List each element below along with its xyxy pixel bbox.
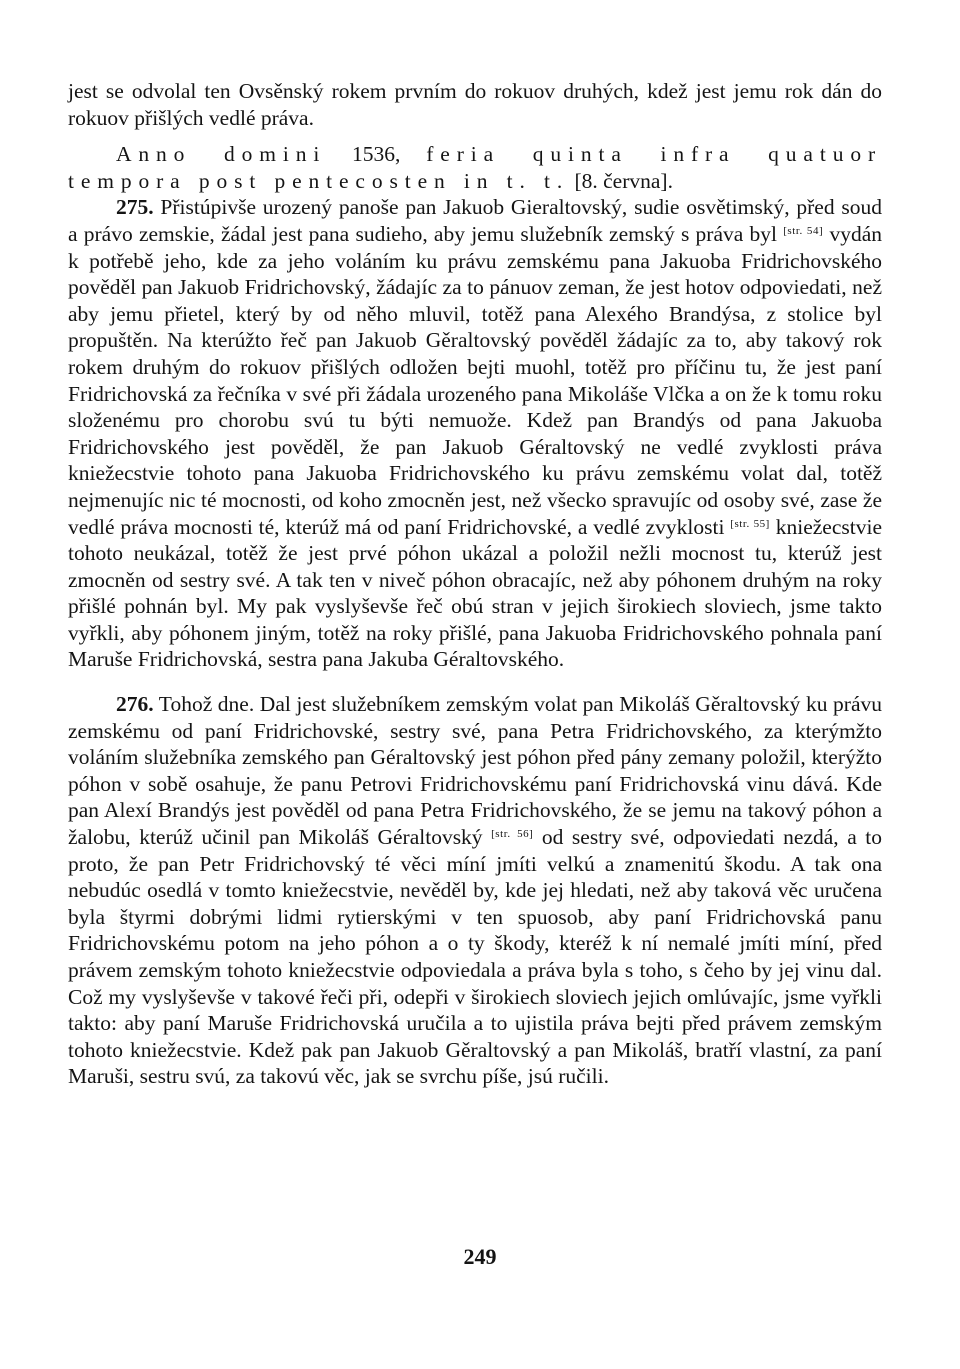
date-year: 1536, <box>326 142 427 167</box>
entry-275-text-2: vydán k potřebě jeho, kde za jeho voláním ku právu zemskému pana Jakuoba Fridrichovského pověděl pan Jakuob Fridrichovský, žádajíc za to pánuov zeman, že jest hotov odpoviedati, než aby jemu přietel, který by od něho mluvil, totěž pana Alexého Brandýsa, z stolice byl propuštěn. Na kterúžto řeč pan Jakuob Gěraltovský pověděl žádajíc za to, aby takový rok rokem druhým do rokuov přišlých odložen bejti muohl, totěž pro příčinu tu, že jest paní Fridrichovská za řečníka v své při žádala urozeného pana Mikoláše Vlčka a on že k tomu roku složenému pro chorobu svú tu býti nemuože. Kdež pan Brandýs od pana Jakuoba Fridrichovského jest pověděl, že pan Jakuob Géraltovský ne vedlé zvyklosti práva kniežecstvie tohoto pana Jakuoba Fridrichovského ku právu zemskému volat dal, totěž nejmenujíc nic té mocnosti, od koho zmocněn jest, než všecko spravujíc od osoby své, zase že vedlé práva mocnosti té, kterúž má od paní Fridrichovské, a vedlé zvyklosti <box>68 221 883 539</box>
opening-paragraph <box>68 78 882 131</box>
entry-276-text-2: od sestry své, odpoviedati nezdá, a to proto, že pan Petr Fridrichovský té věci míní jmíti velkú a znamenitú škodu. A tak ona nebudúc osedlá v tomto kniežecstvie, nevěděl by, kde jej hledati, než aby taková věc uručena byla štyrmi dobrými lidmi rytierskými v ten spuosob, aby paní Fridrichovská panu Fridrichovskému potom na jeho póhon a o ty škody, kteréž k ní nemalé jmíti míní, před právem zemským tohoto kniežecstvie odpoviedala a práva byla s toho, s čeho by jej vinu dal. Což my vyslyševše v takové řeči při, odepři v širokiech sloviech jejich omlúvajíc, jsme vyřkli takto: aby paní Maruše Fridrichovská uručila a to ujistila práva bejti před právem zemským tohoto kniežecstvie. Kdež pak pan Jakuob Gěraltovský a pan Mikoláš, bratří vlastní, za paní Maruši, sestru svú, za takovú věc, jak se svrchu píše, jsú ručili. <box>68 825 882 1089</box>
document-page <box>68 78 882 1090</box>
date-feria: feria quinta infra quatuor tempora post pentecosten in t. t. <box>68 142 882 193</box>
opening-text: jest se odvolal ten Ovsěnský rokem prvním do rokuov druhých, kdež jest jemu rok dán do rokuov přišlých vedlé práva. <box>68 79 882 130</box>
entry-276-text-1: Tohož dne. Dal jest služebníkem zemským volat pan Mikoláš Gěraltovský ku právu zemskému od paní Fridrichovské, sestry své, pana Petra Fridrichovského, za kterýmžto voláním služebníka zemského pan Géraltovský jest póhon před pány zemany položil, kterýžto póhon v sobě osahuje, že panu Petrovi Fridrichovskému paní Fridrichovská vinu dává. Kde pan Alexí Brandýs jest pověděl od pana Petra Fridrichovského, že se jemu na takový póhon a žalobu, kterúž učinil pan Mikoláš Géraltovský <box>68 692 882 850</box>
page-marker-55: [str. 55] <box>730 517 770 530</box>
date-bracket: [8. června]. <box>569 168 673 193</box>
entry-276-number: 276. <box>116 692 154 717</box>
entry-275-text-1: Přistúpivše urozený panoše pan Jakuob Gieraltovský, sudie osvětimský, před soud a právo zemskie, žádal jest pana sudieho, aby jemu služebník zemský s práva byl <box>68 195 882 246</box>
date-anno-domini: Anno domini <box>116 142 327 167</box>
entry-275 <box>68 194 882 673</box>
page-marker-54: [str. 54] <box>783 224 824 237</box>
date-heading <box>68 141 882 194</box>
page-marker-56: [str. 56] <box>491 828 534 841</box>
entry-276 <box>68 691 882 1090</box>
page-number: 249 <box>463 1244 497 1269</box>
entry-275-text-3: kniežecstvie tohoto neukázal, totěž že jest prvé póhon ukázal a položil nežli mocnost tu, kterúž jest zmocněn od sestry své. A tak ten v niveč póhon obracajíc, než aby póhonem druhým na roky přišlé pohnán byl. My pak vyslyševše řeč obú stran v jejich širokiech sloviech, jsme takto vyřkli, aby póhonem jiným, totěž na roky přišlé, pana Jakuoba Fridrichovského pohnala paní Maruše Fridrichovská, sestra pana Jakuba Géraltovského. <box>68 514 882 672</box>
entry-275-number: 275. <box>116 195 154 220</box>
